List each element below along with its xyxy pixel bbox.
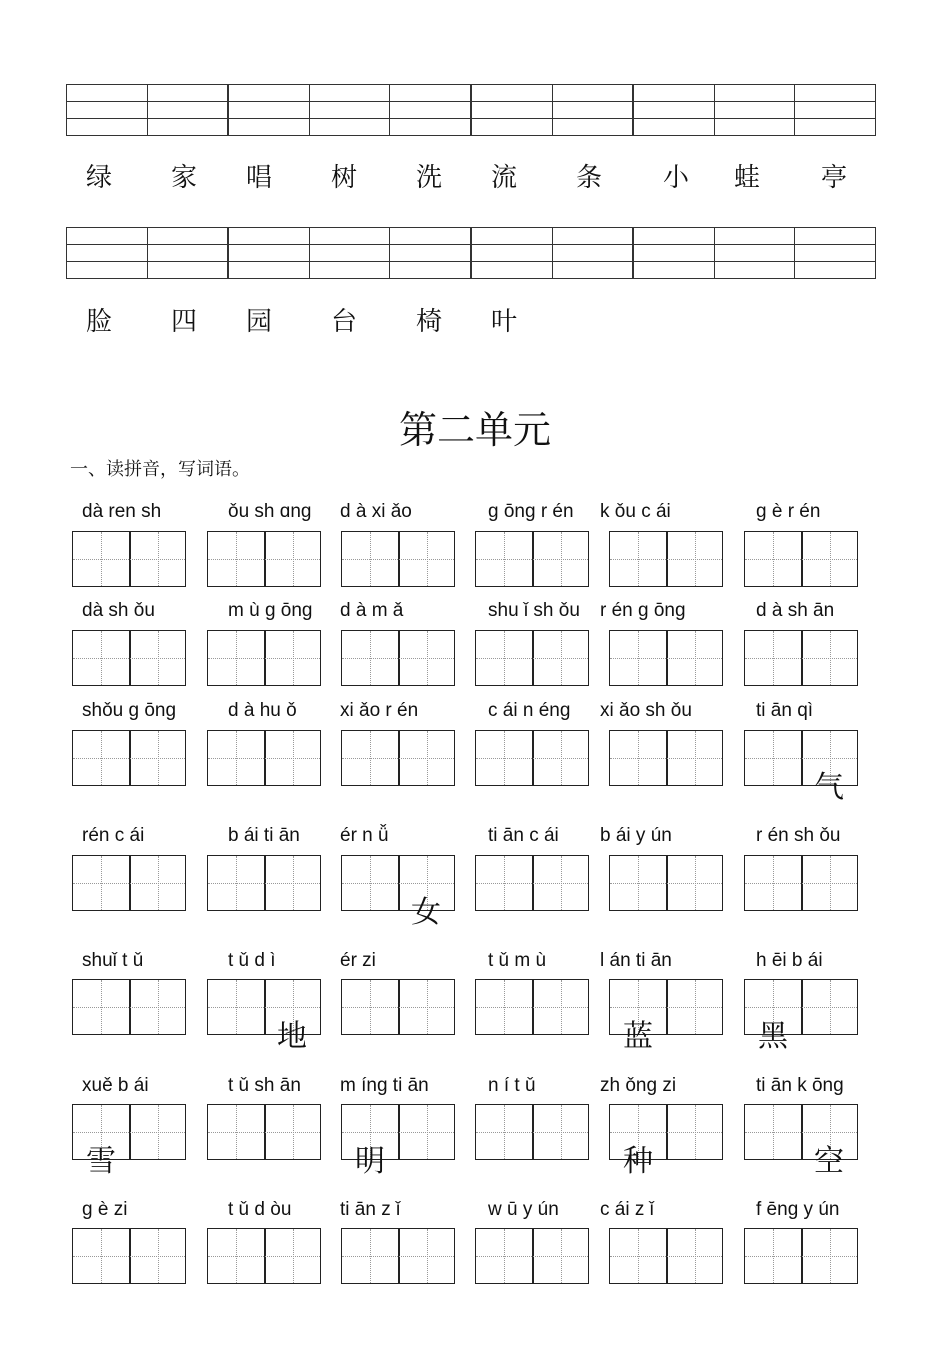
grid-cell <box>147 84 228 136</box>
grid-cell <box>147 227 228 279</box>
pinyin-row <box>0 822 950 850</box>
pinyin-row <box>0 1196 950 1224</box>
pinyin-word: rén c ái <box>82 825 145 846</box>
pinyin-word: t ǔ sh ān <box>228 1075 301 1096</box>
writing-box[interactable] <box>475 630 589 686</box>
writing-box[interactable] <box>341 630 455 686</box>
pinyin-word: l án ti ān <box>600 950 672 971</box>
pinyin-word: c ái n éng <box>488 700 571 721</box>
pinyin-word: ti ān qì <box>756 700 814 721</box>
grid-cell <box>227 227 309 279</box>
character: 唱 <box>246 163 273 193</box>
character: 小 <box>663 163 690 193</box>
character: 流 <box>491 163 518 193</box>
pinyin-row <box>0 1072 950 1100</box>
filled-character: 黑 <box>758 1019 788 1054</box>
grid-cell <box>389 227 470 279</box>
pinyin-word: shǒu g ōng <box>82 700 177 721</box>
pinyin-word: f ēng y ún <box>756 1199 840 1220</box>
character: 蛙 <box>734 163 761 193</box>
writing-box[interactable] <box>744 730 858 805</box>
grid-cell <box>389 84 470 136</box>
pinyin-word: ér n ǚ <box>340 825 389 846</box>
grid-cell <box>632 84 714 136</box>
character: 椅 <box>416 307 443 337</box>
writing-box[interactable] <box>72 855 186 911</box>
pinyin-word: xi ǎo sh ǒu <box>600 700 692 721</box>
writing-box[interactable] <box>475 855 589 911</box>
grid-cell <box>66 84 147 136</box>
filled-character: 空 <box>814 1144 844 1179</box>
writing-box[interactable] <box>341 1228 455 1284</box>
pinyin-word: g ōng r én <box>488 501 574 522</box>
writing-box[interactable] <box>475 1228 589 1284</box>
pinyin-word: d à xi ǎo <box>340 501 412 522</box>
writing-box[interactable] <box>744 855 858 911</box>
pinyin-word: g è r én <box>756 501 821 522</box>
char-row-2 <box>66 302 876 342</box>
filled-character: 种 <box>623 1144 653 1179</box>
pinyin-word: ǒu sh ɑng <box>228 501 312 522</box>
writing-box[interactable] <box>72 630 186 686</box>
pinyin-word: ér zi <box>340 950 376 971</box>
pinyin-row <box>0 597 950 625</box>
pinyin-row <box>0 697 950 725</box>
pinyin-word: r én sh ǒu <box>756 825 841 846</box>
pinyin-word: m ù g ōng <box>228 600 313 621</box>
filled-character: 明 <box>355 1144 385 1179</box>
writing-box[interactable] <box>609 1228 723 1284</box>
writing-box[interactable] <box>609 979 723 1054</box>
pinyin-word: d à sh ān <box>756 600 835 621</box>
character: 绿 <box>86 163 113 193</box>
grid-cell <box>794 227 876 279</box>
writing-box[interactable] <box>475 979 589 1035</box>
pinyin-word: m íng ti ān <box>340 1075 429 1096</box>
pinyin-word: h ēi b ái <box>756 950 823 971</box>
grid-cell <box>470 84 552 136</box>
writing-box[interactable] <box>207 1228 321 1284</box>
grid-cell <box>66 227 147 279</box>
character: 条 <box>576 163 603 193</box>
writing-box[interactable] <box>475 531 589 587</box>
writing-box[interactable] <box>475 730 589 786</box>
grid-cell <box>632 227 714 279</box>
pinyin-word: ti ān c ái <box>488 825 559 846</box>
writing-box[interactable] <box>609 630 723 686</box>
writing-box[interactable] <box>207 630 321 686</box>
character: 脸 <box>86 307 113 337</box>
grid-cell <box>794 84 876 136</box>
grid-cell <box>227 84 309 136</box>
char-row-1 <box>66 158 876 198</box>
writing-box[interactable] <box>72 979 186 1035</box>
pinyin-row <box>0 498 950 526</box>
pinyin-word: c ái z ǐ <box>600 1199 654 1220</box>
writing-box[interactable] <box>207 979 321 1054</box>
writing-box[interactable] <box>744 979 858 1054</box>
writing-box[interactable] <box>609 730 723 786</box>
pinyin-word: xi ǎo r én <box>340 700 419 721</box>
filled-character: 蓝 <box>623 1019 653 1054</box>
character: 四 <box>171 307 198 337</box>
grid-cell <box>714 227 795 279</box>
grid-cell <box>309 84 390 136</box>
writing-box[interactable] <box>207 531 321 587</box>
writing-box[interactable] <box>609 855 723 911</box>
filled-character: 气 <box>814 770 844 805</box>
pinyin-word: d à hu ǒ <box>228 700 297 721</box>
filled-character: 雪 <box>86 1144 116 1179</box>
writing-box[interactable] <box>207 855 321 911</box>
pinyin-row <box>0 947 950 975</box>
writing-box[interactable] <box>609 1104 723 1179</box>
character: 家 <box>171 163 198 193</box>
pinyin-word: dà ren sh <box>82 501 162 522</box>
filled-character: 地 <box>277 1019 307 1054</box>
pinyin-word: b ái y ún <box>600 825 672 846</box>
pinyin-word: xuě b ái <box>82 1075 149 1096</box>
pinyin-word: zh ǒng zi <box>600 1075 677 1096</box>
pinyin-word: t ǔ d ì <box>228 950 276 971</box>
character: 园 <box>246 307 273 337</box>
grid-cell <box>552 227 633 279</box>
grid-cell <box>714 84 795 136</box>
writing-box[interactable] <box>744 531 858 587</box>
pinyin-word: w ū y ún <box>488 1199 559 1220</box>
pinyin-word: dà sh ǒu <box>82 600 155 621</box>
writing-box[interactable] <box>341 1104 455 1179</box>
character: 洗 <box>416 163 443 193</box>
writing-box[interactable] <box>744 1228 858 1284</box>
instruction: 一、读拼音，写词语。 <box>70 459 250 480</box>
writing-box[interactable] <box>72 1228 186 1284</box>
writing-box[interactable] <box>72 1104 186 1179</box>
pinyin-word: shuǐ t ǔ <box>82 950 144 971</box>
character: 亭 <box>821 163 848 193</box>
pinyin-word: ti ān k ōng <box>756 1075 844 1096</box>
character: 叶 <box>491 307 518 337</box>
writing-box[interactable] <box>341 855 455 930</box>
writing-box[interactable] <box>341 531 455 587</box>
grid-cell <box>470 227 552 279</box>
grid-cell <box>309 227 390 279</box>
writing-box[interactable] <box>744 630 858 686</box>
pinyin-word: n í t ǔ <box>488 1075 536 1096</box>
writing-box[interactable] <box>207 1104 321 1160</box>
pinyin-word: d à m ǎ <box>340 600 404 621</box>
pinyin-word: g è zi <box>82 1199 128 1220</box>
pinyin-word: k ǒu c ái <box>600 501 671 522</box>
pinyin-word: ti ān z ǐ <box>340 1199 401 1220</box>
pinyin-word: shu ǐ sh ǒu <box>488 600 580 621</box>
writing-box[interactable] <box>72 730 186 786</box>
writing-box[interactable] <box>72 531 186 587</box>
grid-cell <box>552 84 633 136</box>
writing-box[interactable] <box>341 730 455 786</box>
writing-box[interactable] <box>207 730 321 786</box>
pinyin-word: t ǔ m ù <box>488 950 547 971</box>
writing-box[interactable] <box>341 979 455 1035</box>
pinyin-word: t ǔ d òu <box>228 1199 292 1220</box>
section-title: 第二单元 <box>398 408 551 452</box>
character: 台 <box>331 307 358 337</box>
writing-box[interactable] <box>475 1104 589 1160</box>
pinyin-word: r én g ōng <box>600 600 686 621</box>
writing-box[interactable] <box>744 1104 858 1179</box>
pinyin-word: b ái ti ān <box>228 825 300 846</box>
filled-character: 女 <box>411 895 441 930</box>
writing-grid-2 <box>66 227 876 279</box>
character: 树 <box>331 163 358 193</box>
writing-box[interactable] <box>609 531 723 587</box>
writing-grid-1 <box>66 84 876 136</box>
